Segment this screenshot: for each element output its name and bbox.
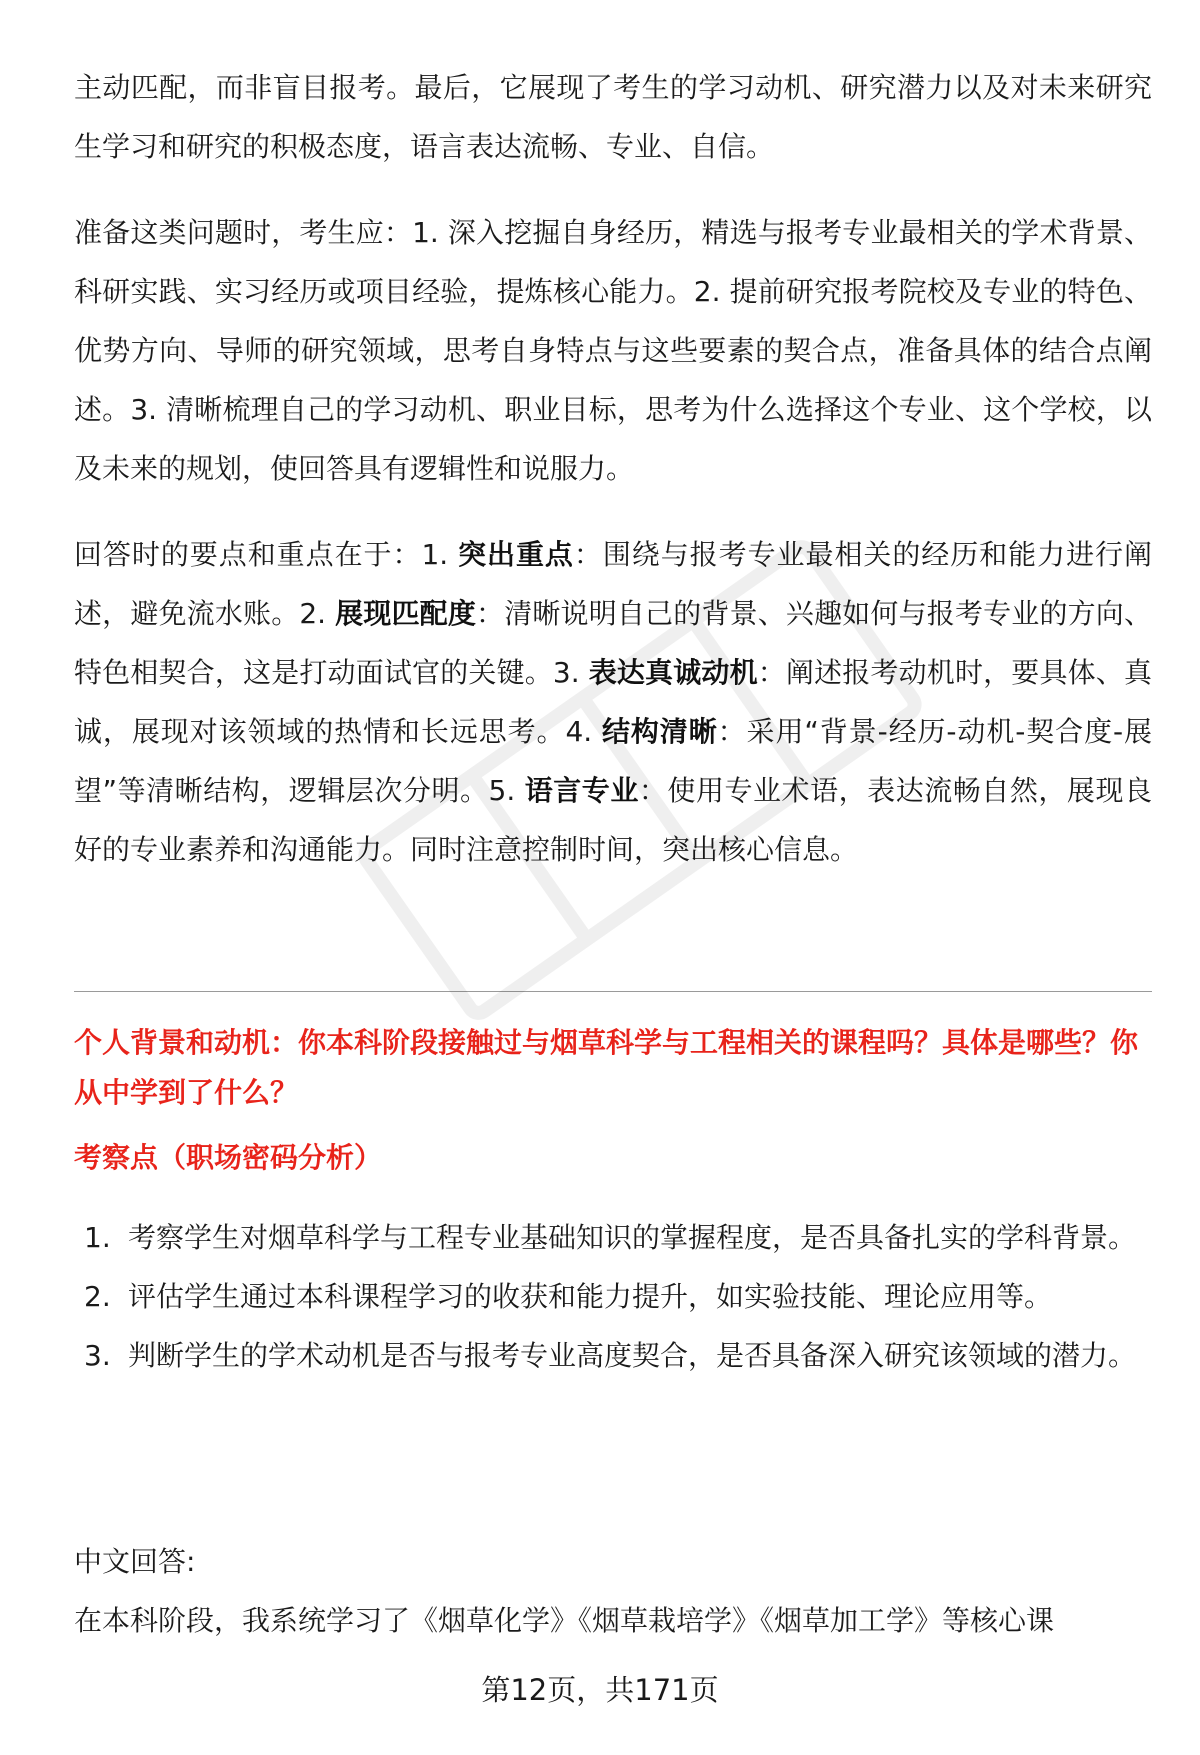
p3-text-1: ：围绕与报考专业最相关的经历和能力进行阐述，避免流水账。2.: [74, 538, 1152, 630]
answer-label: 中文回答:: [74, 1545, 196, 1578]
list-item: [74, 1326, 1152, 1385]
list-item: [74, 1267, 1152, 1326]
p3-bold-5: 语言专业: [524, 774, 639, 807]
list-item-text: 考察学生对烟草科学与工程专业基础知识的掌握程度，是否具备扎实的学科背景。: [128, 1221, 1137, 1254]
list-item-number: 1.: [84, 1221, 111, 1254]
answer-text: 在本科阶段，我系统学习了《烟草化学》《烟草栽培学》《烟草加工学》等核心课: [74, 1604, 1055, 1637]
p3-bold-4: 结构清晰: [601, 715, 718, 748]
page-footer: 第12页，共171页: [481, 1673, 719, 1707]
list-item-text: 判断学生的学术动机是否与报考专业高度契合，是否具备深入研究该领域的潜力。: [128, 1339, 1137, 1372]
list-item-text: 评估学生通过本科课程学习的收获和能力提升，如实验技能、理论应用等。: [128, 1280, 1053, 1313]
p3-text-3: ：阐述报考动机时，要具体、真诚，展现对该领域的热情和长远思考。4.: [74, 656, 1152, 748]
section-divider: [74, 991, 1152, 992]
analysis-list: [74, 1208, 1152, 1385]
page-content: [74, 58, 1152, 879]
p3-bold-1: 突出重点: [458, 538, 574, 571]
p3-bold-2: 展现匹配度: [335, 597, 477, 630]
p3-bold-3: 表达真诚动机: [588, 656, 758, 689]
p3-intro: 回答时的要点和重点在于：1.: [74, 538, 459, 571]
paragraph-1: 主动匹配，而非盲目报考。最后，它展现了考生的学习动机、研究潜力以及对未来研究生学习和研究的积极态度，语言表达流畅、专业、自信。: [74, 71, 1152, 163]
analysis-title: 考察点（职场密码分析）: [74, 1141, 383, 1174]
paragraph-2: 准备这类问题时，考生应：1. 深入挖掘自身经历，精选与报考专业最相关的学术背景、科研实践、实习经历或项目经验，提炼核心能力。2. 提前研究报考院校及专业的特色、优势方向、导师的研究领域，思考自身特点与这些要素的契合点，准备具体的结合点阐述。3. 清晰梳理自己的学习动机、职业目标，思考为什么选择这个专业、这个学校，以及未来的规划，使回答具有逻辑性和说服力。: [74, 216, 1152, 485]
p3-text-5: ：使用专业术语，表达流畅自然，展现良好的专业素养和沟通能力。同时注意控制时间，突出核心信息。: [74, 774, 1152, 866]
paragraph-3: [74, 525, 1152, 879]
p3-text-4: ：采用“背景-经历-动机-契合度-展望”等清晰结构，逻辑层次分明。5.: [74, 715, 1152, 807]
p3-text-2: ：清晰说明自己的背景、兴趣如何与报考专业的方向、特色相契合，这是打动面试官的关键。3.: [74, 597, 1152, 689]
list-item: [74, 1208, 1152, 1267]
question-heading: 个人背景和动机：你本科阶段接触过与烟草科学与工程相关的课程吗？具体是哪些？你从中学到了什么？: [74, 1026, 1139, 1109]
list-item-number: 3.: [84, 1339, 111, 1372]
list-item-number: 2.: [84, 1280, 111, 1313]
